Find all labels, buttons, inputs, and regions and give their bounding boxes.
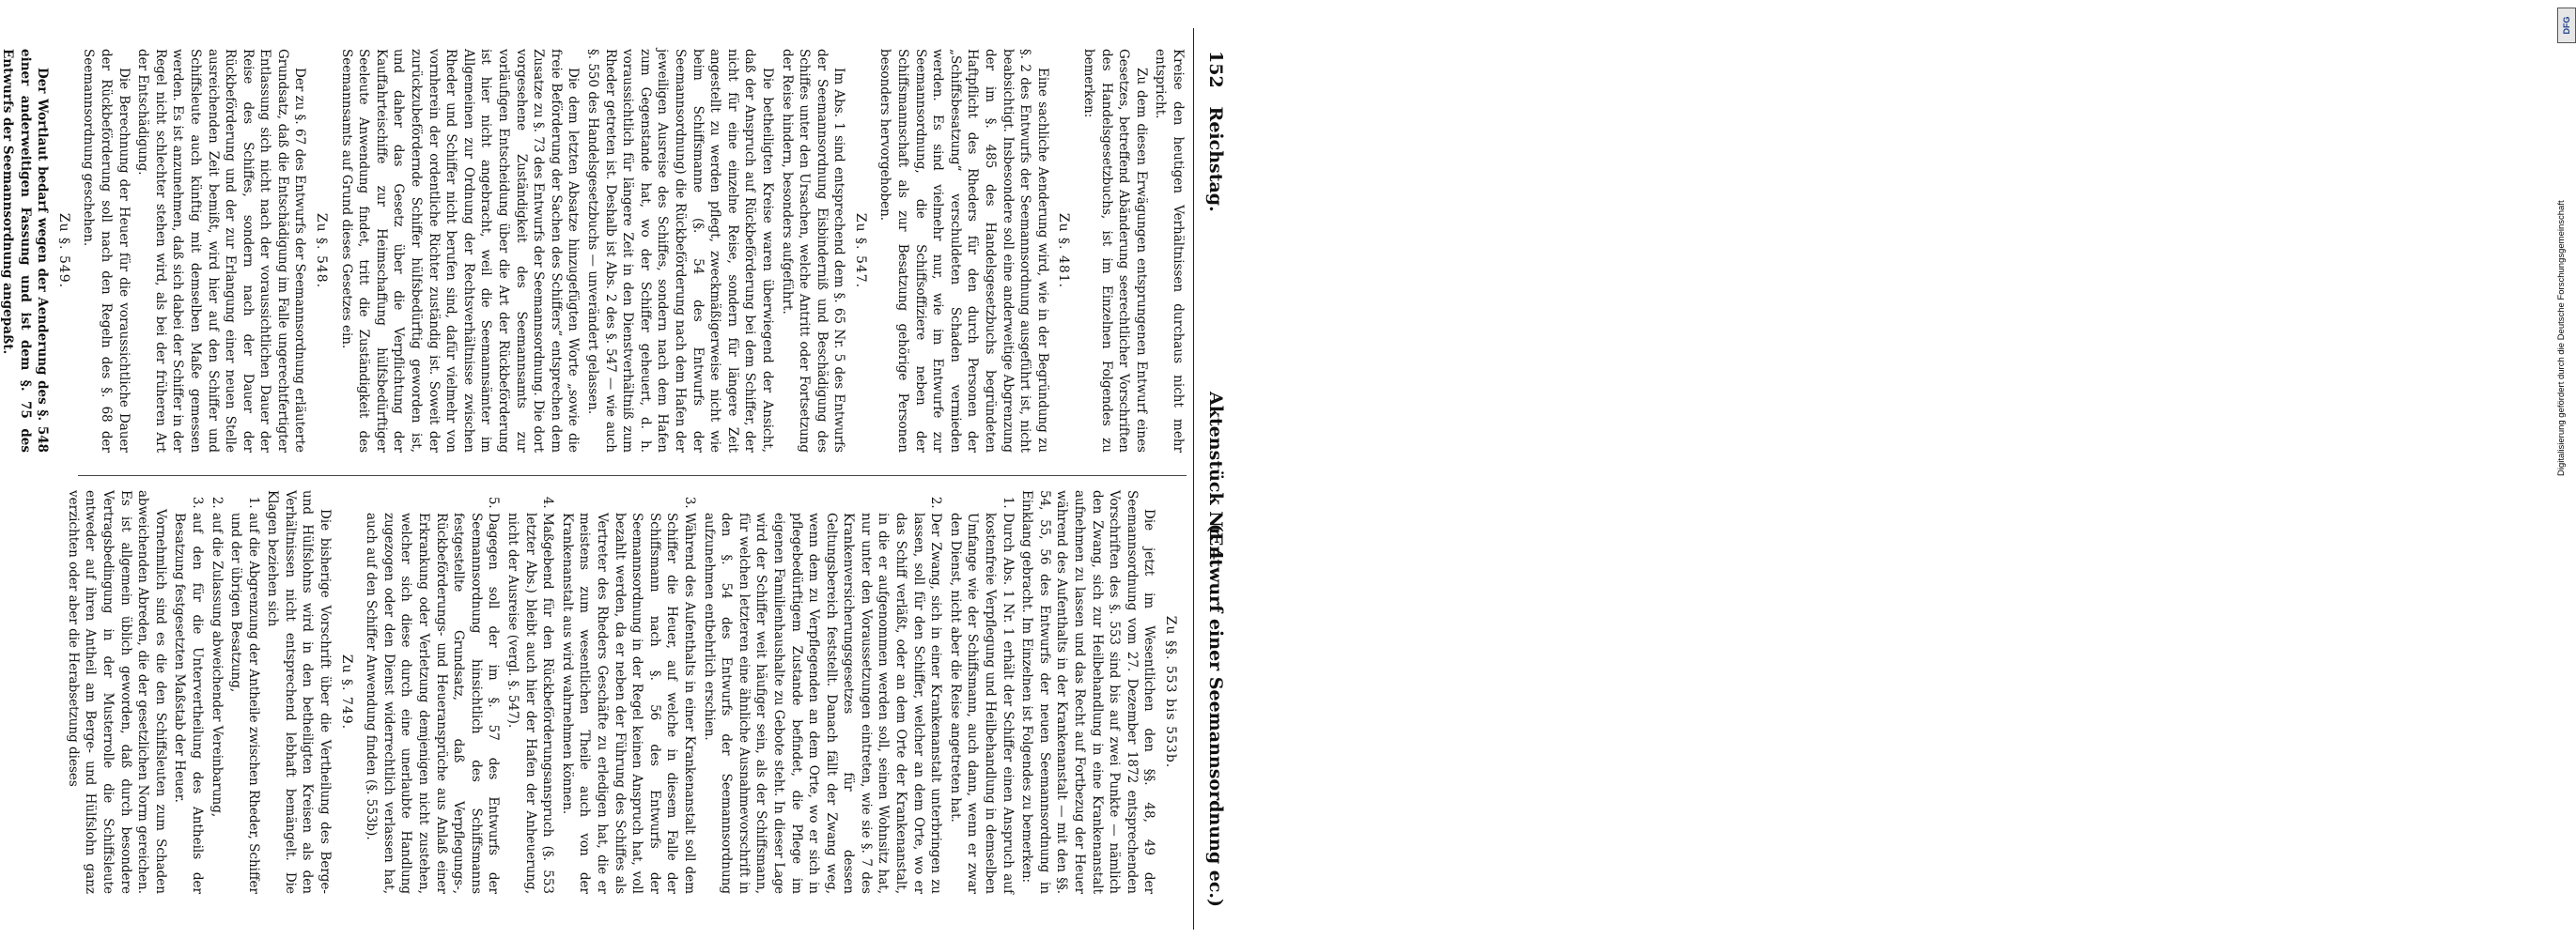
scanned-page (0, 28, 1235, 930)
header-left-title: Reichstag. (1205, 106, 1226, 212)
paragraph: Die Berechnung der Heuer für die voraussichtliche Dauer der Rückbeförderung soll nach den Regeln des §. 68 der Seemannsordnung geschehen. (81, 49, 132, 453)
paragraph: Vornehmlich sind es die den Schiffsleuten zum Schaden abweichenden Abreden, die der gesetzlichen Norm gereichen. Es ist allgemein üblich geworden, daß durch besondere Vertragsbedingung in der Musterrolle die Schiffsleute entweder auf ihren Antheil am Berge- und Hülfslohn ganz verzichten oder aber die Herabsetzung dieses (65, 490, 168, 894)
list-item: 1. Durch Abs. 1 Nr. 1 erhält der Schiffer einen Anspruch auf kostenfreie Verpflegung und Heilbehandlung in demselben Umfange wie der Schiffsmann, auch dann, wenn er zwar den Dienst, nicht aber die Reise angetreten hat. (946, 513, 1016, 894)
section-heading: Zu §. 548. (314, 212, 330, 289)
digitization-stamp (1278, 0, 2571, 939)
right-column (65, 490, 1187, 894)
list-item: 2. Der Zwang, sich in einer Krankenanstalt unterbringen zu lassen, soll für den Schiffer, welcher an dem Orte, wo er das Schiff verläßt, oder an dem Orte der Krankenanstalt, in die er aufgenommen werden soll, seinen Wohnsitz hat, nur unter den Voraussetzungen eintreten, wie sie §. 7 des Krankenversicherungsgesetzes für dessen Geltungsbereich feststellt. Danach fällt der Zwang weg, wenn dem zu Verpflegenden an dem Orte, wo er sich in pflegebedürftigem Zustande befindet, die Pflege im eigenen Familienhaushalte zu Gebote steht. In dieser Lage wird der Schiffer weit häufiger sein, als der Schiffsmann, für welchen letzteren eine ähnliche Ausnahmevorschrift in den §. 54 des Entwurfs der Seemannsordnung aufzunehmen entbehrlich erschien. (700, 513, 944, 894)
section-heading: Zu §. 481. (1056, 212, 1072, 289)
list-item: 1. auf die Abgrenzung der Antheile zwischen Rheder, Schiffer und der übrigen Besatzung, (227, 513, 262, 894)
list-item: 2. auf die Zulassung abweichender Vereinbarung, (208, 513, 225, 894)
list-item: 3. Während des Aufenthalts in einer Krankenanstalt soll dem Schiffer die Heuer, auf welche in diesem Falle der Schiffsmann nach §. 56 des Entwurfs der Seemannsordnung in der Regel keinen Anspruch hat, voll bezahlt werden, da er neben der Führung des Schiffes als Vertreter des Rheders Geschäfte zu erledigen hat, die er meistens zum wesentlichen Theile auch von der Krankenanstalt aus wird wahrnehmen können. (558, 513, 698, 894)
digitization-note: Digitalisierung gefördert durch die Deutsche Forschungsgemeinschaft (2556, 200, 2567, 476)
paragraph: Eine sachliche Aenderung wird, wie in der Begründung zu §. 2 des Entwurfs der Seemannsordnung ausgeführt ist, nicht beabsichtigt. Insbesondere soll eine anderweitige Abgrenzung der im §. 485 des Handelsgesetzbuchs begründeten Haftpflicht des Rheders für den durch Personen der „Schiffsbesatzung“ verschuldeten Schaden vermieden werden. Es sind vielmehr nur, wie im Entwurfe zur Seemannsordnung, die Schiffsoffiziere neben der Schiffsmannschaft als zur Besatzung gehörige Personen besonders hervorgehoben. (877, 49, 1050, 453)
paragraph: Die betheiligten Kreise waren überwiegend der Ansicht, daß der Anspruch auf Rückbeförderung bei dem Schiffer, der nicht für eine einzelne Reise, sondern für längere Zeit angestellt zu werden pflegt, zweckmäßigerweise nicht wie beim Schiffsmanne (§. 54 des Entwurfs der Seemannsordnung) die Rückbeförderung nach dem Hafen der jeweiligen Ausreise des Schiffes, sondern nach dem Hafen zum Gegenstande hat, wo der Schiffer geheuert, d. h. voraussichtlich für längere Zeit in den Dienstverhältniß zum Rheder getreten ist. Deshalb ist Abs. 2 des §. 547 — wie auch §. 550 des Handelsgesetzbuchs — unverändert gelassen. (585, 49, 775, 453)
list-item: 3. auf den für die Untervertheilung des Antheils der Besatzung festgesetzten Maßstab der Heuer. (171, 513, 206, 894)
page-number: 152 Reichstag. (1205, 51, 1226, 212)
section-heading: Zu §§. 553 bis 553b. (1163, 615, 1178, 769)
section-heading: Zu §. 547. (852, 212, 868, 289)
paragraph: Der Wortlaut bedarf wegen der Aenderung des §. 548 einer anderweitigen Fassung und ist dem §. 75 des Entwurfs der Seemannsordnung angepaßt. (0, 49, 51, 453)
list-item: 5. Dagegen soll der im §. 57 des Entwurfs der Seemannsordnung hinsichtlich des Schiffsmanns festgestellte Grundsatz, daß Verpflegungs-, Rückbeförderungs- und Heueransprüche aus Anlaß einer Erkrankung oder Verletzung demjenigen nicht zustehen, welcher sich diese durch eine unerlaubte Handlung zugezogen oder den Dienst widerrechtlich verlassen hat, auch auf den Schiffer Anwendung finden (§. 553b). (363, 513, 503, 894)
paragraph: Die jetzt im Wesentlichen den §§. 48, 49 der Seemannsordnung vom 27. Dezember 1872 entsprechenden Vorschriften des §. 553 sind bis auf zwei Punkte — nämlich den Zwang, sich zur Heilbehandlung in eine Krankenanstalt aufnehmen zu lassen und das Recht auf Fortbezug der Heuer während des Aufenthalts in der Krankenanstalt — mit den §§. 54, 55, 56 des Entwurfs der neuen Seemannsordnung in Einklang gebracht. Im Einzelnen ist Folgendes zu bemerken: (1019, 490, 1157, 894)
paragraph: Die dem letzten Absatze hinzugefügten Worte „sowie die freie Beförderung der Sachen des Schiffers“ entsprechen dem Zusatze zu §. 73 des Entwurfs der Seemannsordnung. Die dort vorgesehene Zuständigkeit des Seemannsamts zur vorläufigen Entscheidung über die Art der Rückbeförderung ist hier nicht angebracht, weil die Seemannsämter im Allgemeinen zur Ordnung der Rechtsverhältnisse zwischen Rheder und Schiffer nicht berufen sind, dafür vielmehr von vornherein der ordentliche Richter zuständig ist. Soweit der zurückzubefördernde Schiffer hülfsbedürftig geworden ist, und daher das Gesetz über die Verpflichtung der Kauffahrteischiffe zur Heimschaffung hülfsbedürftiger Seeleute Anwendung findet, tritt die Zuständigkeit des Seemannsamts auf Grund dieses Gesetzes ein. (338, 49, 582, 453)
header-right-title: (Entwurf einer Seemannsordnung ec.) (1205, 523, 1226, 907)
numbered-list (171, 490, 262, 894)
numbered-list (363, 490, 1016, 894)
column-divider (78, 475, 1187, 476)
list-item: 4. Maßgebend für den Rückbeförderungsanspruch (§. 553 letzter Abs.) bleibt auch hier der Hafen der Anheuerung, nicht der Ausreise (vergl. §. 547). (504, 513, 556, 894)
section-heading: Zu §. 549. (55, 212, 71, 289)
paragraph: Kreise den heutigen Verhältnissen durchaus nicht mehr entspricht. (1153, 49, 1186, 453)
paragraph: Zu dem diesen Erwägungen entsprungenen Entwurf eines Gesetzes, betreffend Abänderung seerechtlicher Vorschriften des Handelsgesetzbuchs, ist im Einzelnen Folgendes zu bemerken: (1081, 49, 1149, 453)
paragraph: Im Abs. 1 sind entsprechend dem §. 65 Nr. 5 des Entwurfs der Seemannsordnung Eisbinderniß und Beschädigung des Schiffes unter den Ursachen, welche Antritt oder Fortsetzung der Reise hindern, besonders aufgeführt. (779, 49, 847, 453)
page-header (1193, 28, 1235, 930)
paragraph: Der zu §. 67 des Entwurfs der Seemannsordnung erläuterte Grundsatz, daß die Entschädigung im Falle ungerechtfertigter Entlassung sich nicht nach der voraussichtlichen Dauer der Reise des Schiffes, sondern nach der Dauer der Rückbeförderung und der zur Erlangung einer neuen Stelle ausreichenden Zeit bemißt, wird hier auf den Schiffer und Schiffsleute auch künftig mit demselben Maße gemessen werden. Es ist anzunehmen, daß sich dabei der Schiffer in der Regel nicht schlechter stehen wird, als bei der früheren Art der Entschädigung. (135, 49, 308, 453)
dfg-logo: DFG (2557, 8, 2576, 43)
paragraph: Die bisherige Vorschrift über die Vertheilung des Berge- und Hülfslohns wird in den betheiligten Kreisen als den Verhältnissen nicht entsprechend lebhaft bemängelt. Die Klagen beziehen sich (265, 490, 334, 894)
section-heading: Zu §. 749. (338, 654, 354, 731)
header-center-title: Aktenstück Nr. 4. (1205, 392, 1226, 566)
left-column (0, 49, 1187, 453)
